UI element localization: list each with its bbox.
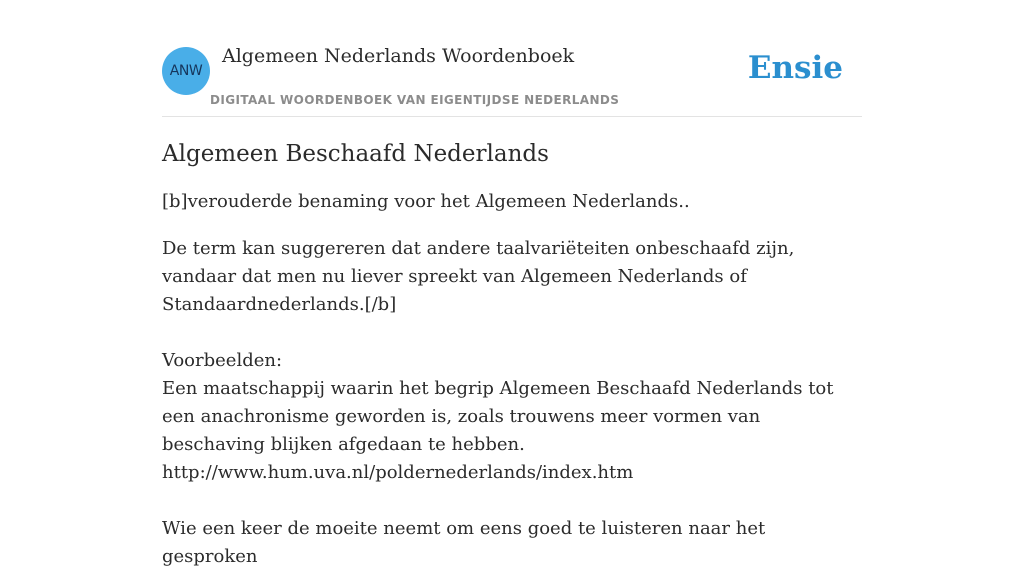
entry-body: De term kan suggereren dat andere taalvariëteiten onbeschaafd zijn, vandaar dat men nu liever spreekt van Algemeen Nederlands of Standaardnederlands.[/b] Voorbeelden: Een maatschappij waarin het begrip Algemeen Beschaafd Nederlands tot een anachronisme geworden is, zoals trouwens meer vormen van beschaving blijken afgedaan te hebben. http://www.hum.uva.nl/poldernederlands/index.htm Wie een keer de moeite neemt om eens goed te luisteren naar het gesproken	[162, 238, 834, 567]
anw-logo[interactable]: ANW	[162, 47, 210, 95]
site-subtitle: DIGITAAL WOORDENBOEK VAN EIGENTIJDSE NEDERLANDS	[210, 93, 620, 107]
site-title[interactable]: Algemeen Nederlands Woordenboek	[222, 45, 575, 67]
entry-content	[162, 138, 862, 571]
ensie-brand-link[interactable]: Ensie	[747, 50, 843, 86]
entry-definition: [b]verouderde benaming voor het Algemeen Nederlands..	[162, 191, 690, 212]
site-header	[162, 0, 862, 117]
entry-title: Algemeen Beschaafd Nederlands	[162, 141, 549, 167]
